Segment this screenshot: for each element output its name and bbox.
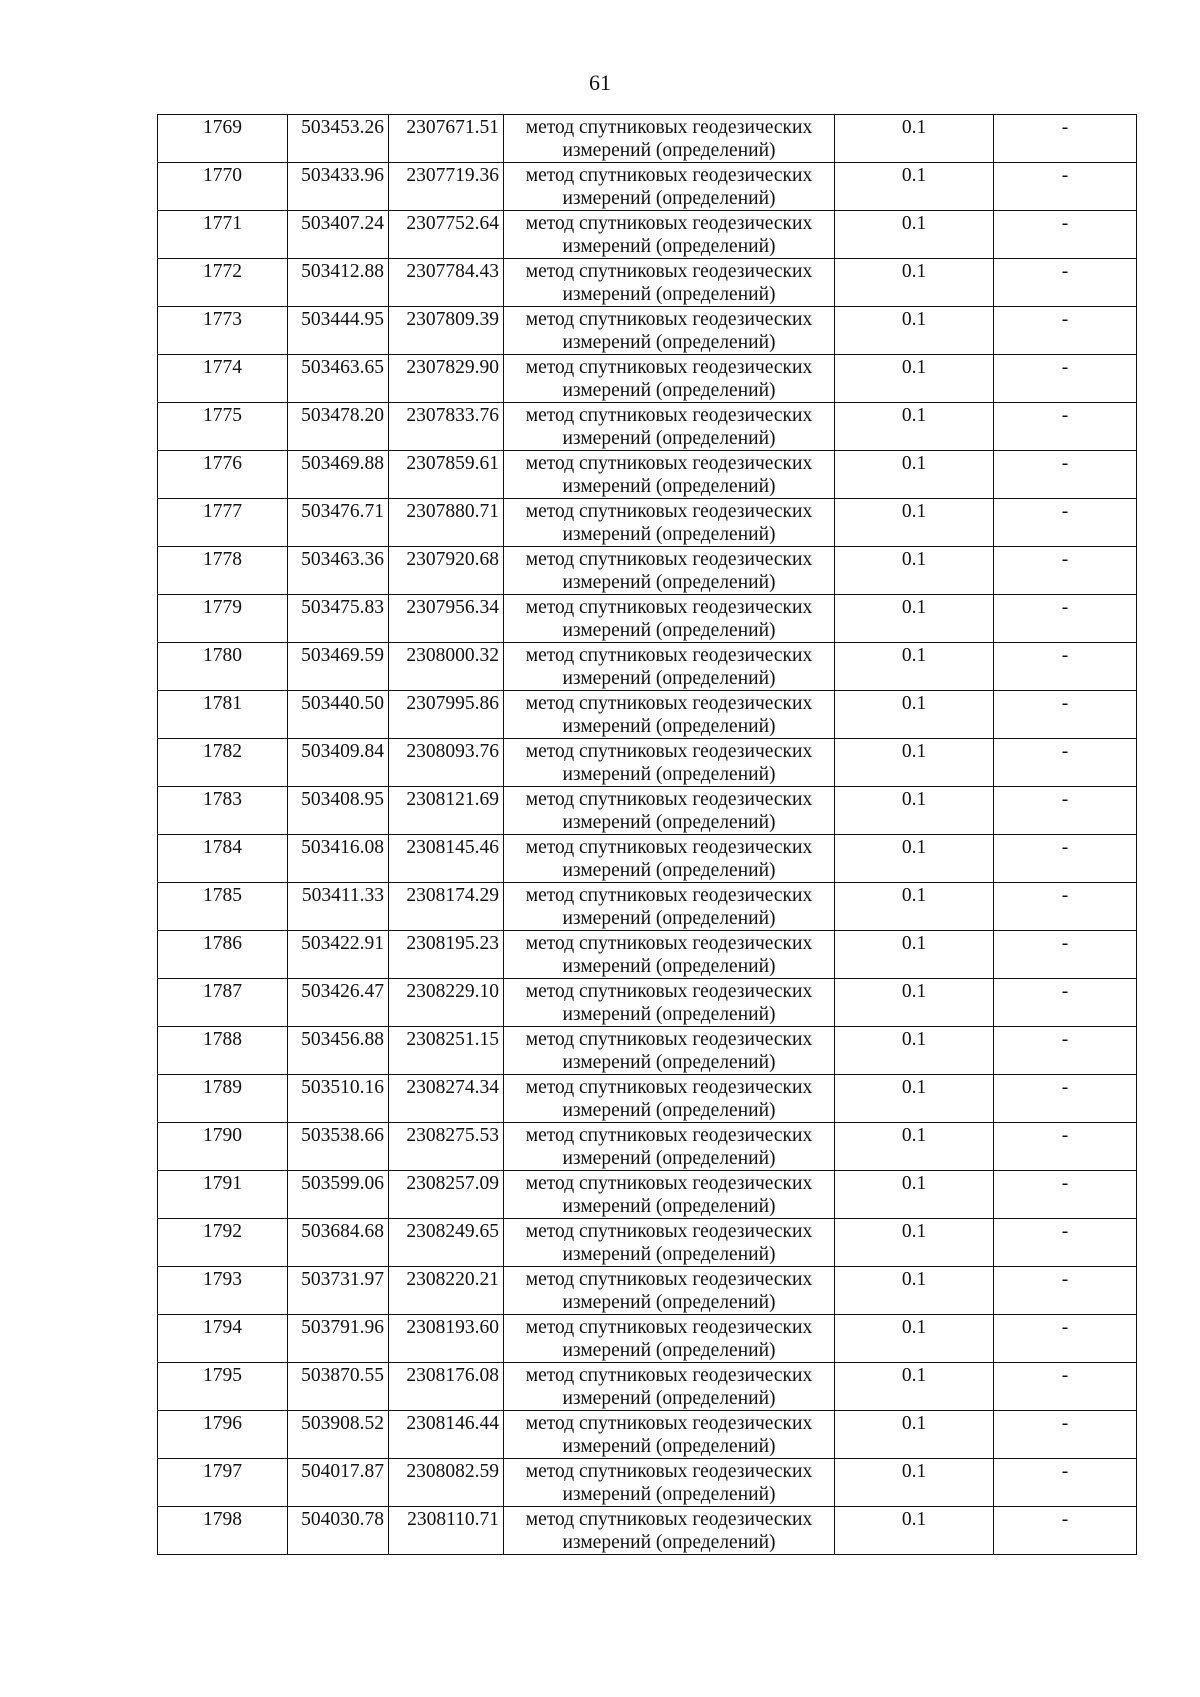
note-cell: - bbox=[994, 163, 1137, 211]
note-cell: - bbox=[994, 1267, 1137, 1315]
method-line-2: измерений (определений) bbox=[562, 1004, 776, 1025]
y-coordinate-cell: 2308146.44 bbox=[389, 1411, 504, 1459]
point-number-cell: 1776 bbox=[158, 451, 288, 499]
method-cell bbox=[504, 595, 835, 643]
point-number-cell: 1777 bbox=[158, 499, 288, 547]
method-line-1: метод спутниковых геодезических bbox=[525, 1269, 813, 1290]
method-line-1: метод спутниковых геодезических bbox=[525, 693, 813, 714]
accuracy-cell: 0.1 bbox=[835, 787, 994, 835]
table-row bbox=[158, 1411, 1137, 1459]
method-cell bbox=[504, 1171, 835, 1219]
table-row bbox=[158, 403, 1137, 451]
note-cell: - bbox=[994, 547, 1137, 595]
point-number-cell: 1778 bbox=[158, 547, 288, 595]
y-coordinate-cell: 2308249.65 bbox=[389, 1219, 504, 1267]
method-line-2: измерений (определений) bbox=[562, 860, 776, 881]
table-row bbox=[158, 1315, 1137, 1363]
method-cell bbox=[504, 1075, 835, 1123]
accuracy-cell: 0.1 bbox=[835, 259, 994, 307]
point-number-cell: 1770 bbox=[158, 163, 288, 211]
table-row bbox=[158, 835, 1137, 883]
table-row bbox=[158, 1027, 1137, 1075]
method-line-2: измерений (определений) bbox=[562, 908, 776, 929]
method-line-2: измерений (определений) bbox=[562, 1340, 776, 1361]
y-coordinate-cell: 2308093.76 bbox=[389, 739, 504, 787]
x-coordinate-cell: 503444.95 bbox=[288, 307, 389, 355]
x-coordinate-cell: 503684.68 bbox=[288, 1219, 389, 1267]
table-row bbox=[158, 1219, 1137, 1267]
y-coordinate-cell: 2307956.34 bbox=[389, 595, 504, 643]
point-number-cell: 1786 bbox=[158, 931, 288, 979]
accuracy-cell: 0.1 bbox=[835, 1171, 994, 1219]
method-line-1: метод спутниковых геодезических bbox=[525, 309, 813, 330]
method-line-1: метод спутниковых геодезических bbox=[525, 165, 813, 186]
accuracy-cell: 0.1 bbox=[835, 547, 994, 595]
note-cell: - bbox=[994, 931, 1137, 979]
x-coordinate-cell: 503408.95 bbox=[288, 787, 389, 835]
method-line-1: метод спутниковых геодезических bbox=[525, 1173, 813, 1194]
note-cell: - bbox=[994, 1171, 1137, 1219]
point-number-cell: 1773 bbox=[158, 307, 288, 355]
method-line-1: метод спутниковых геодезических bbox=[525, 1509, 813, 1530]
point-number-cell: 1794 bbox=[158, 1315, 288, 1363]
point-number-cell: 1785 bbox=[158, 883, 288, 931]
table-row bbox=[158, 1507, 1137, 1555]
method-line-2: измерений (определений) bbox=[562, 188, 776, 209]
table-row bbox=[158, 691, 1137, 739]
method-line-1: метод спутниковых геодезических bbox=[525, 933, 813, 954]
accuracy-cell: 0.1 bbox=[835, 1459, 994, 1507]
method-line-2: измерений (определений) bbox=[562, 1484, 776, 1505]
method-line-1: метод спутниковых геодезических bbox=[525, 405, 813, 426]
note-cell: - bbox=[994, 835, 1137, 883]
y-coordinate-cell: 2308193.60 bbox=[389, 1315, 504, 1363]
method-line-2: измерений (определений) bbox=[562, 284, 776, 305]
method-line-2: измерений (определений) bbox=[562, 1292, 776, 1313]
y-coordinate-cell: 2307719.36 bbox=[389, 163, 504, 211]
method-line-2: измерений (определений) bbox=[562, 956, 776, 977]
y-coordinate-cell: 2308174.29 bbox=[389, 883, 504, 931]
method-line-1: метод спутниковых геодезических bbox=[525, 1365, 813, 1386]
note-cell: - bbox=[994, 1363, 1137, 1411]
x-coordinate-cell: 503510.16 bbox=[288, 1075, 389, 1123]
note-cell: - bbox=[994, 1123, 1137, 1171]
method-cell bbox=[504, 547, 835, 595]
accuracy-cell: 0.1 bbox=[835, 307, 994, 355]
accuracy-cell: 0.1 bbox=[835, 1027, 994, 1075]
table-row bbox=[158, 979, 1137, 1027]
x-coordinate-cell: 503476.71 bbox=[288, 499, 389, 547]
point-number-cell: 1769 bbox=[158, 115, 288, 163]
table-row bbox=[158, 595, 1137, 643]
method-cell bbox=[504, 1315, 835, 1363]
point-number-cell: 1795 bbox=[158, 1363, 288, 1411]
x-coordinate-cell: 503463.36 bbox=[288, 547, 389, 595]
table-row bbox=[158, 547, 1137, 595]
note-cell: - bbox=[994, 499, 1137, 547]
note-cell: - bbox=[994, 451, 1137, 499]
y-coordinate-cell: 2307784.43 bbox=[389, 259, 504, 307]
method-cell bbox=[504, 499, 835, 547]
method-cell bbox=[504, 691, 835, 739]
method-cell bbox=[504, 259, 835, 307]
x-coordinate-cell: 504030.78 bbox=[288, 1507, 389, 1555]
method-line-2: измерений (определений) bbox=[562, 572, 776, 593]
note-cell: - bbox=[994, 307, 1137, 355]
method-line-2: измерений (определений) bbox=[562, 812, 776, 833]
note-cell: - bbox=[994, 1219, 1137, 1267]
point-number-cell: 1775 bbox=[158, 403, 288, 451]
method-line-1: метод спутниковых геодезических bbox=[525, 117, 813, 138]
note-cell: - bbox=[994, 1411, 1137, 1459]
table-row bbox=[158, 739, 1137, 787]
method-cell bbox=[504, 163, 835, 211]
method-line-2: измерений (определений) bbox=[562, 1244, 776, 1265]
accuracy-cell: 0.1 bbox=[835, 1363, 994, 1411]
method-line-2: измерений (определений) bbox=[562, 476, 776, 497]
x-coordinate-cell: 503409.84 bbox=[288, 739, 389, 787]
x-coordinate-cell: 504017.87 bbox=[288, 1459, 389, 1507]
method-line-1: метод спутниковых геодезических bbox=[525, 1125, 813, 1146]
accuracy-cell: 0.1 bbox=[835, 883, 994, 931]
table-row bbox=[158, 211, 1137, 259]
accuracy-cell: 0.1 bbox=[835, 739, 994, 787]
method-line-1: метод спутниковых геодезических bbox=[525, 357, 813, 378]
table-row bbox=[158, 1171, 1137, 1219]
table-row bbox=[158, 451, 1137, 499]
coordinates-table bbox=[157, 114, 1137, 1555]
y-coordinate-cell: 2308229.10 bbox=[389, 979, 504, 1027]
x-coordinate-cell: 503456.88 bbox=[288, 1027, 389, 1075]
method-cell bbox=[504, 403, 835, 451]
note-cell: - bbox=[994, 1075, 1137, 1123]
method-cell bbox=[504, 211, 835, 259]
table-row bbox=[158, 1075, 1137, 1123]
note-cell: - bbox=[994, 403, 1137, 451]
accuracy-cell: 0.1 bbox=[835, 643, 994, 691]
accuracy-cell: 0.1 bbox=[835, 163, 994, 211]
y-coordinate-cell: 2308257.09 bbox=[389, 1171, 504, 1219]
method-cell bbox=[504, 643, 835, 691]
point-number-cell: 1780 bbox=[158, 643, 288, 691]
accuracy-cell: 0.1 bbox=[835, 451, 994, 499]
point-number-cell: 1798 bbox=[158, 1507, 288, 1555]
method-line-2: измерений (определений) bbox=[562, 1532, 776, 1553]
x-coordinate-cell: 503411.33 bbox=[288, 883, 389, 931]
method-line-2: измерений (определений) bbox=[562, 1148, 776, 1169]
method-line-1: метод спутниковых геодезических bbox=[525, 645, 813, 666]
table-row bbox=[158, 643, 1137, 691]
note-cell: - bbox=[994, 1459, 1137, 1507]
table-row bbox=[158, 307, 1137, 355]
method-line-2: измерений (определений) bbox=[562, 716, 776, 737]
table-row bbox=[158, 883, 1137, 931]
x-coordinate-cell: 503791.96 bbox=[288, 1315, 389, 1363]
method-cell bbox=[504, 979, 835, 1027]
accuracy-cell: 0.1 bbox=[835, 1219, 994, 1267]
accuracy-cell: 0.1 bbox=[835, 1267, 994, 1315]
point-number-cell: 1779 bbox=[158, 595, 288, 643]
method-line-1: метод спутниковых геодезических bbox=[525, 741, 813, 762]
method-line-2: измерений (определений) bbox=[562, 1436, 776, 1457]
point-number-cell: 1790 bbox=[158, 1123, 288, 1171]
table-row bbox=[158, 115, 1137, 163]
note-cell: - bbox=[994, 691, 1137, 739]
method-line-2: измерений (определений) bbox=[562, 428, 776, 449]
x-coordinate-cell: 503469.59 bbox=[288, 643, 389, 691]
method-line-1: метод спутниковых геодезических bbox=[525, 261, 813, 282]
point-number-cell: 1791 bbox=[158, 1171, 288, 1219]
table-row bbox=[158, 787, 1137, 835]
accuracy-cell: 0.1 bbox=[835, 355, 994, 403]
accuracy-cell: 0.1 bbox=[835, 1123, 994, 1171]
method-line-1: метод спутниковых геодезических bbox=[525, 1029, 813, 1050]
y-coordinate-cell: 2308082.59 bbox=[389, 1459, 504, 1507]
point-number-cell: 1783 bbox=[158, 787, 288, 835]
accuracy-cell: 0.1 bbox=[835, 979, 994, 1027]
method-cell bbox=[504, 931, 835, 979]
point-number-cell: 1772 bbox=[158, 259, 288, 307]
y-coordinate-cell: 2308275.53 bbox=[389, 1123, 504, 1171]
x-coordinate-cell: 503599.06 bbox=[288, 1171, 389, 1219]
method-cell bbox=[504, 1363, 835, 1411]
accuracy-cell: 0.1 bbox=[835, 403, 994, 451]
method-cell bbox=[504, 307, 835, 355]
method-line-1: метод спутниковых геодезических bbox=[525, 885, 813, 906]
method-line-2: измерений (определений) bbox=[562, 1100, 776, 1121]
method-cell bbox=[504, 1267, 835, 1315]
method-line-2: измерений (определений) bbox=[562, 1388, 776, 1409]
method-line-2: измерений (определений) bbox=[562, 380, 776, 401]
page-number: 61 bbox=[589, 70, 611, 95]
method-cell bbox=[504, 1411, 835, 1459]
y-coordinate-cell: 2307880.71 bbox=[389, 499, 504, 547]
table-row bbox=[158, 1459, 1137, 1507]
note-cell: - bbox=[994, 1027, 1137, 1075]
y-coordinate-cell: 2308251.15 bbox=[389, 1027, 504, 1075]
note-cell: - bbox=[994, 1507, 1137, 1555]
accuracy-cell: 0.1 bbox=[835, 1075, 994, 1123]
y-coordinate-cell: 2307829.90 bbox=[389, 355, 504, 403]
accuracy-cell: 0.1 bbox=[835, 211, 994, 259]
method-cell bbox=[504, 883, 835, 931]
method-line-1: метод спутниковых геодезических bbox=[525, 1317, 813, 1338]
note-cell: - bbox=[994, 211, 1137, 259]
x-coordinate-cell: 503426.47 bbox=[288, 979, 389, 1027]
y-coordinate-cell: 2307833.76 bbox=[389, 403, 504, 451]
accuracy-cell: 0.1 bbox=[835, 595, 994, 643]
x-coordinate-cell: 503538.66 bbox=[288, 1123, 389, 1171]
y-coordinate-cell: 2307671.51 bbox=[389, 115, 504, 163]
x-coordinate-cell: 503731.97 bbox=[288, 1267, 389, 1315]
point-number-cell: 1781 bbox=[158, 691, 288, 739]
y-coordinate-cell: 2308145.46 bbox=[389, 835, 504, 883]
x-coordinate-cell: 503453.26 bbox=[288, 115, 389, 163]
point-number-cell: 1784 bbox=[158, 835, 288, 883]
method-line-1: метод спутниковых геодезических bbox=[525, 1461, 813, 1482]
y-coordinate-cell: 2308110.71 bbox=[389, 1507, 504, 1555]
x-coordinate-cell: 503463.65 bbox=[288, 355, 389, 403]
method-line-2: измерений (определений) bbox=[562, 140, 776, 161]
method-cell bbox=[504, 1459, 835, 1507]
method-line-1: метод спутниковых геодезических bbox=[525, 837, 813, 858]
method-cell bbox=[504, 835, 835, 883]
method-line-1: метод спутниковых геодезических bbox=[525, 501, 813, 522]
note-cell: - bbox=[994, 739, 1137, 787]
method-line-2: измерений (определений) bbox=[562, 236, 776, 257]
point-number-cell: 1787 bbox=[158, 979, 288, 1027]
method-line-1: метод спутниковых геодезических bbox=[525, 981, 813, 1002]
method-line-1: метод спутниковых геодезических bbox=[525, 1413, 813, 1434]
table-row bbox=[158, 259, 1137, 307]
y-coordinate-cell: 2307995.86 bbox=[389, 691, 504, 739]
method-line-1: метод спутниковых геодезических bbox=[525, 1221, 813, 1242]
table-row bbox=[158, 355, 1137, 403]
note-cell: - bbox=[994, 1315, 1137, 1363]
accuracy-cell: 0.1 bbox=[835, 691, 994, 739]
method-line-1: метод спутниковых геодезических bbox=[525, 1077, 813, 1098]
y-coordinate-cell: 2308121.69 bbox=[389, 787, 504, 835]
x-coordinate-cell: 503478.20 bbox=[288, 403, 389, 451]
table-row bbox=[158, 931, 1137, 979]
x-coordinate-cell: 503422.91 bbox=[288, 931, 389, 979]
accuracy-cell: 0.1 bbox=[835, 1507, 994, 1555]
method-line-2: измерений (определений) bbox=[562, 1196, 776, 1217]
y-coordinate-cell: 2307859.61 bbox=[389, 451, 504, 499]
method-line-1: метод спутниковых геодезических bbox=[525, 453, 813, 474]
point-number-cell: 1793 bbox=[158, 1267, 288, 1315]
method-line-2: измерений (определений) bbox=[562, 332, 776, 353]
table-row bbox=[158, 1123, 1137, 1171]
method-line-2: измерений (определений) bbox=[562, 620, 776, 641]
x-coordinate-cell: 503433.96 bbox=[288, 163, 389, 211]
note-cell: - bbox=[994, 115, 1137, 163]
method-line-2: измерений (определений) bbox=[562, 1052, 776, 1073]
y-coordinate-cell: 2308000.32 bbox=[389, 643, 504, 691]
y-coordinate-cell: 2307809.39 bbox=[389, 307, 504, 355]
method-cell bbox=[504, 739, 835, 787]
y-coordinate-cell: 2308176.08 bbox=[389, 1363, 504, 1411]
method-line-1: метод спутниковых геодезических bbox=[525, 789, 813, 810]
y-coordinate-cell: 2307920.68 bbox=[389, 547, 504, 595]
point-number-cell: 1789 bbox=[158, 1075, 288, 1123]
method-cell bbox=[504, 451, 835, 499]
note-cell: - bbox=[994, 787, 1137, 835]
method-cell bbox=[504, 1027, 835, 1075]
point-number-cell: 1788 bbox=[158, 1027, 288, 1075]
y-coordinate-cell: 2308274.34 bbox=[389, 1075, 504, 1123]
method-line-1: метод спутниковых геодезических bbox=[525, 213, 813, 234]
note-cell: - bbox=[994, 259, 1137, 307]
table-row bbox=[158, 163, 1137, 211]
method-cell bbox=[504, 355, 835, 403]
x-coordinate-cell: 503475.83 bbox=[288, 595, 389, 643]
y-coordinate-cell: 2307752.64 bbox=[389, 211, 504, 259]
x-coordinate-cell: 503416.08 bbox=[288, 835, 389, 883]
point-number-cell: 1782 bbox=[158, 739, 288, 787]
accuracy-cell: 0.1 bbox=[835, 931, 994, 979]
accuracy-cell: 0.1 bbox=[835, 115, 994, 163]
accuracy-cell: 0.1 bbox=[835, 835, 994, 883]
method-cell bbox=[504, 115, 835, 163]
table-row bbox=[158, 1363, 1137, 1411]
note-cell: - bbox=[994, 883, 1137, 931]
accuracy-cell: 0.1 bbox=[835, 1315, 994, 1363]
method-cell bbox=[504, 787, 835, 835]
x-coordinate-cell: 503870.55 bbox=[288, 1363, 389, 1411]
note-cell: - bbox=[994, 355, 1137, 403]
x-coordinate-cell: 503412.88 bbox=[288, 259, 389, 307]
method-line-2: измерений (определений) bbox=[562, 764, 776, 785]
table-row bbox=[158, 499, 1137, 547]
note-cell: - bbox=[994, 643, 1137, 691]
x-coordinate-cell: 503908.52 bbox=[288, 1411, 389, 1459]
method-line-2: измерений (определений) bbox=[562, 668, 776, 689]
method-cell bbox=[504, 1507, 835, 1555]
note-cell: - bbox=[994, 979, 1137, 1027]
x-coordinate-cell: 503407.24 bbox=[288, 211, 389, 259]
accuracy-cell: 0.1 bbox=[835, 499, 994, 547]
method-line-2: измерений (определений) bbox=[562, 524, 776, 545]
method-line-1: метод спутниковых геодезических bbox=[525, 549, 813, 570]
coordinates-table-body bbox=[158, 115, 1137, 1555]
method-cell bbox=[504, 1123, 835, 1171]
point-number-cell: 1797 bbox=[158, 1459, 288, 1507]
point-number-cell: 1771 bbox=[158, 211, 288, 259]
point-number-cell: 1792 bbox=[158, 1219, 288, 1267]
method-line-1: метод спутниковых геодезических bbox=[525, 597, 813, 618]
x-coordinate-cell: 503469.88 bbox=[288, 451, 389, 499]
point-number-cell: 1796 bbox=[158, 1411, 288, 1459]
point-number-cell: 1774 bbox=[158, 355, 288, 403]
x-coordinate-cell: 503440.50 bbox=[288, 691, 389, 739]
table-row bbox=[158, 1267, 1137, 1315]
y-coordinate-cell: 2308195.23 bbox=[389, 931, 504, 979]
accuracy-cell: 0.1 bbox=[835, 1411, 994, 1459]
note-cell: - bbox=[994, 595, 1137, 643]
y-coordinate-cell: 2308220.21 bbox=[389, 1267, 504, 1315]
method-cell bbox=[504, 1219, 835, 1267]
